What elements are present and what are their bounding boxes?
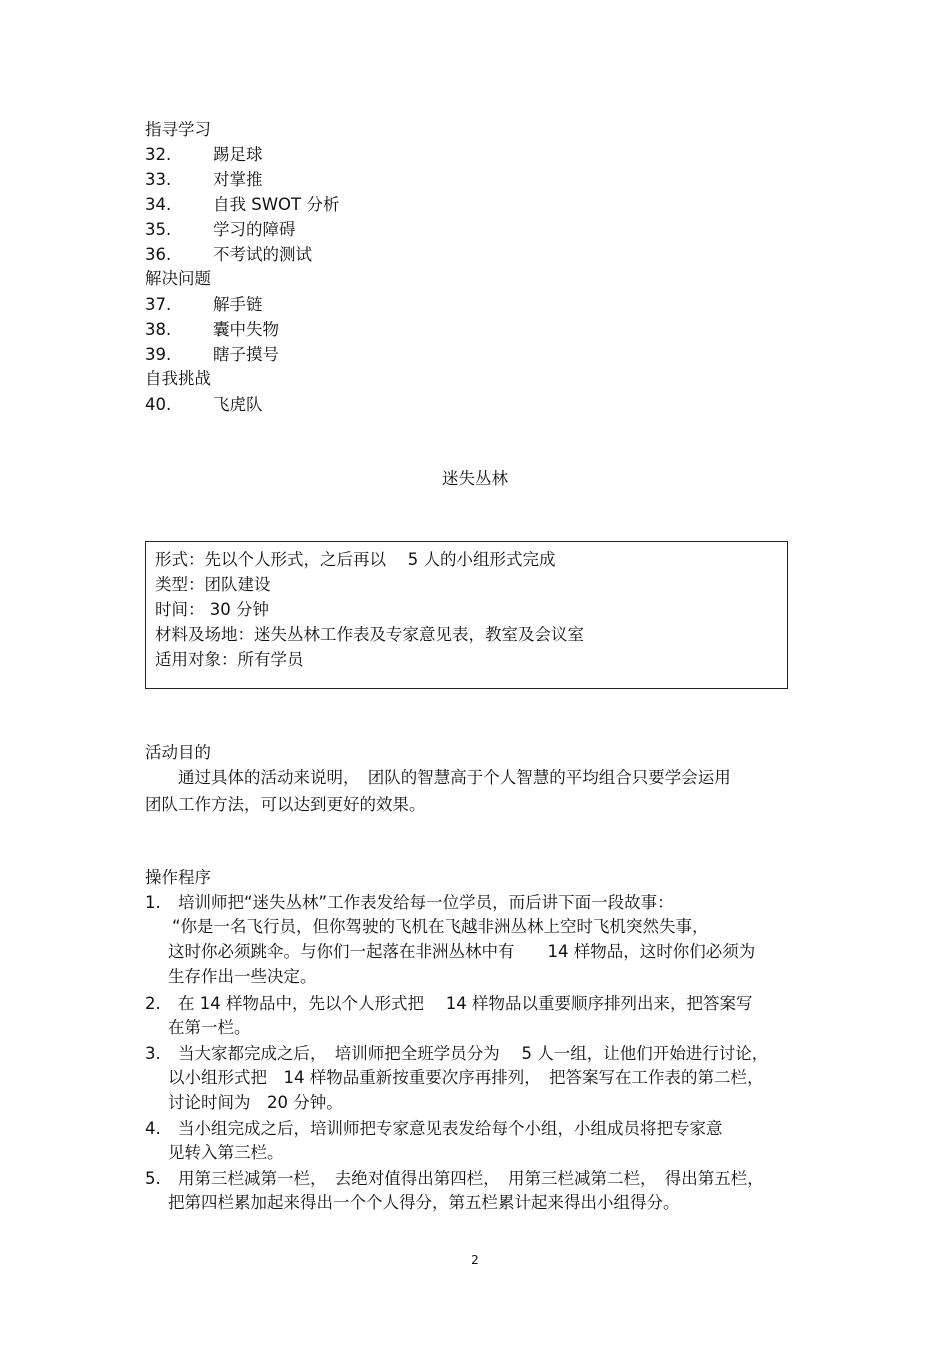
list-item bbox=[145, 343, 279, 367]
info-form: 形式：先以个人形式，之后再以 5 人的小组形式完成 bbox=[155, 550, 556, 569]
info-audience: 适用对象：所有学员 bbox=[155, 650, 304, 669]
step-text-line: “你是一名飞行员，但你驾驶的飞机在飞越非洲丛林上空时飞机突然失事， bbox=[172, 917, 709, 936]
list-item-text: 解手链 bbox=[213, 295, 263, 314]
activity-title: 迷失丛林 bbox=[442, 469, 508, 488]
procedure-step bbox=[145, 1117, 723, 1141]
procedure-heading: 操作程序 bbox=[145, 868, 211, 887]
list-item-text: 学习的障碍 bbox=[213, 220, 296, 239]
list-item-text: 对掌推 bbox=[213, 170, 263, 189]
list-item-number: 34. bbox=[145, 195, 172, 214]
list-item-number: 33. bbox=[145, 170, 172, 189]
step-text-line: 这时你必须跳伞。与你们一起落在非洲丛林中有 14 样物品，这时你们必须为 bbox=[168, 942, 756, 961]
step-text-line: 培训师把“迷失丛林”工作表发给每一位学员，而后讲下面一段故事： bbox=[178, 893, 674, 912]
step-number: 3. bbox=[145, 1044, 161, 1063]
list-item bbox=[145, 393, 263, 417]
list-item-text: 瞎子摸号 bbox=[213, 345, 279, 364]
list-item bbox=[145, 193, 339, 217]
step-number: 1. bbox=[145, 893, 161, 912]
step-text-line: 在第一栏。 bbox=[168, 1018, 251, 1037]
list-item-number: 37. bbox=[145, 295, 172, 314]
list-item-number: 36. bbox=[145, 245, 172, 264]
step-number: 5. bbox=[145, 1169, 161, 1188]
list-item-text: 踢足球 bbox=[213, 145, 263, 164]
list-item-text: 飞虎队 bbox=[213, 395, 263, 414]
section-heading-self-challenge: 自我挑战 bbox=[145, 369, 211, 388]
step-text-line: 当大家都完成之后， 培训师把全班学员分为 5 人一组，让他们开始进行讨论， bbox=[178, 1044, 769, 1063]
purpose-text-line: 通过具体的活动来说明， 团队的智慧高于个人智慧的平均组合只要学会运用 bbox=[178, 768, 731, 787]
step-number: 4. bbox=[145, 1119, 161, 1138]
page-number: 2 bbox=[471, 1253, 479, 1267]
list-item-text: 囊中失物 bbox=[213, 320, 279, 339]
list-item-number: 32. bbox=[145, 145, 172, 164]
list-item-text: 自我 SWOT 分析 bbox=[213, 195, 340, 214]
purpose-heading: 活动目的 bbox=[145, 743, 211, 762]
list-item bbox=[145, 143, 263, 167]
purpose-text-line: 团队工作方法，可以达到更好的效果。 bbox=[145, 795, 426, 814]
procedure-step bbox=[145, 1167, 764, 1191]
step-text-line: 生存作出一些决定。 bbox=[168, 967, 317, 986]
list-item-number: 38. bbox=[145, 320, 172, 339]
list-item bbox=[145, 293, 263, 317]
list-item bbox=[145, 318, 279, 342]
info-type: 类型：团队建设 bbox=[155, 575, 271, 594]
step-text-line: 以小组形式把 14 样物品重新按重要次序再排列， 把答案写在工作表的第二栏， bbox=[168, 1068, 764, 1087]
step-text-line: 讨论时间为 20 分钟。 bbox=[168, 1093, 343, 1112]
section-heading-problem-solving: 解决问题 bbox=[145, 269, 211, 288]
procedure-step bbox=[145, 891, 674, 915]
list-item-text: 不考试的测试 bbox=[213, 245, 312, 264]
activity-info-box bbox=[145, 541, 788, 689]
procedure-step bbox=[145, 1042, 768, 1066]
procedure-step bbox=[145, 992, 752, 1016]
step-text-line: 见转入第三栏。 bbox=[168, 1143, 284, 1162]
info-time: 时间： 30 分钟 bbox=[155, 600, 269, 619]
list-item bbox=[145, 168, 263, 192]
step-text-line: 用第三栏减第一栏， 去绝对值得出第四栏， 用第三栏减第二栏， 得出第五栏， bbox=[178, 1169, 764, 1188]
info-materials: 材料及场地：迷失丛林工作表及专家意见表，教室及会议室 bbox=[155, 625, 584, 644]
step-text-line: 把第四栏累加起来得出一个个人得分，第五栏累计起来得出小组得分。 bbox=[168, 1193, 680, 1212]
list-item bbox=[145, 243, 312, 267]
list-item bbox=[145, 218, 296, 242]
section-heading-guide-learning: 指寻学习 bbox=[145, 120, 211, 139]
step-text-line: 当小组完成之后，培训师把专家意见表发给每个小组，小组成员将把专家意 bbox=[178, 1119, 723, 1138]
list-item-number: 40. bbox=[145, 395, 172, 414]
list-item-number: 35. bbox=[145, 220, 172, 239]
step-number: 2. bbox=[145, 994, 161, 1013]
step-text-line: 在 14 样物品中，先以个人形式把 14 样物品以重要顺序排列出来，把答案写 bbox=[178, 994, 753, 1013]
list-item-number: 39. bbox=[145, 345, 172, 364]
